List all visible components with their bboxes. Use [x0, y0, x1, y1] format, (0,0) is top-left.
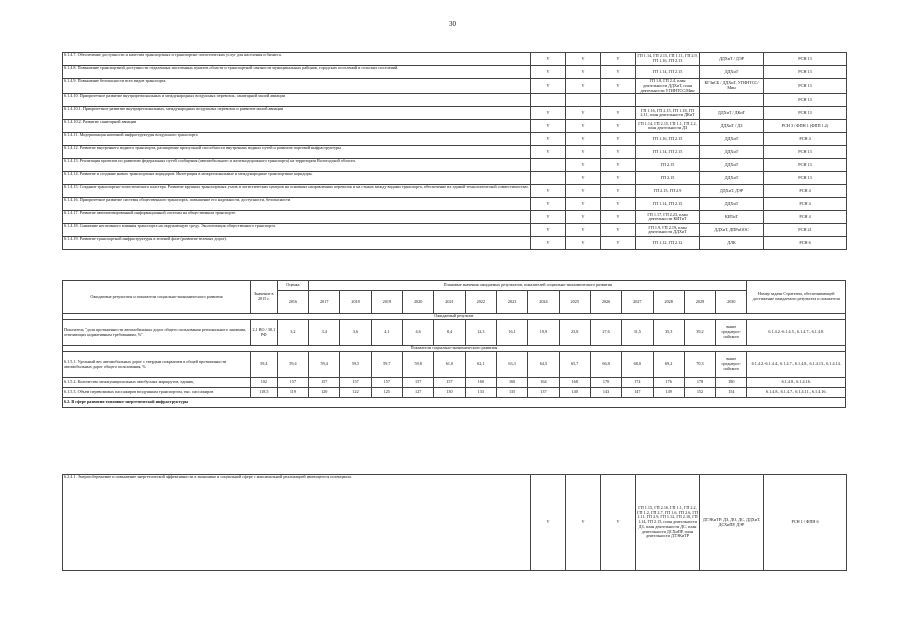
indicator-value: 157 — [340, 378, 371, 388]
measure-row — [63, 185, 847, 198]
measure-text: Обеспечение доступности и качества транспортных и транспортно-логистических услуг для населения и бизнеса. — [77, 52, 282, 57]
indicator-value: 125 — [371, 388, 402, 398]
page-number: 30 — [449, 20, 456, 28]
mark-v1: V — [531, 475, 566, 571]
indicators-heading: Показатели социально-экономического развития — [63, 346, 846, 352]
indicator-task: 6.1.4.2.-6.1.4.4., 6.1.4.7., 6.1.4.8., 6.1.4.13., 6.1.4.14. — [747, 352, 846, 378]
indicator-value: 12,3 — [465, 320, 496, 346]
indicator-value: 66,8 — [590, 352, 621, 378]
indicator-value: 176 — [653, 378, 684, 388]
mark-v2: V — [566, 475, 601, 571]
indicator-base: 2,1 ВО / 38,1 РФ — [250, 320, 277, 346]
indicator-value: 63,3 — [496, 352, 527, 378]
indicator-value: 27,6 — [590, 320, 621, 346]
indicator-row — [63, 388, 846, 398]
measure-description — [63, 172, 531, 185]
year-header: 2026 — [590, 291, 621, 314]
mark-v1: V — [531, 224, 566, 237]
result-cell: РСН 4 — [764, 185, 847, 198]
mark-v3: V — [601, 224, 636, 237]
mark-v1: V — [531, 146, 566, 159]
indicator-value: 137 — [528, 388, 559, 398]
executor-cell: ДДХиТ — [700, 172, 764, 185]
measure-text: Реализация проектов по развитию федеральных путей сообщения (автомобильного и железнодорожного транспорта) на территории Вологодской области. — [79, 158, 356, 164]
mark-v1: V — [531, 133, 566, 146]
measure-description — [63, 237, 531, 250]
measure-text: Приоритетное развитие внутрирегиональных, международных воздушных перевозок и развитие малой авиации — [82, 106, 284, 112]
indicator-value: 120 — [309, 388, 340, 398]
indicator-value: 152 — [684, 388, 715, 398]
mark-v3: V — [601, 172, 636, 185]
year-header: 2017 — [309, 291, 340, 314]
mark-v1 — [531, 159, 566, 172]
indicator-value: 8,4 — [434, 320, 465, 346]
mark-v3: V — [601, 107, 636, 120]
result-cell: РСН 13 — [764, 107, 847, 120]
indicator-base: 102 — [250, 378, 277, 388]
executor-cell: ДДХиТ / ДКиТ — [700, 107, 764, 120]
section-6-2-heading: 6.2. В сфере развития топливно-энергетической инфраструктуры — [63, 398, 846, 408]
measure-description — [63, 120, 531, 133]
year-header: 2020 — [403, 291, 434, 314]
measure-row — [63, 79, 847, 94]
year-header: 2029 — [684, 291, 715, 314]
col-task-header: Номер задачи Стратегии, обеспечивающей достижение ожидаемого результата и показателя — [747, 281, 846, 314]
indicator-value: 39,2 — [684, 320, 715, 346]
expected-result-heading: Ожидаемый результат — [63, 314, 846, 320]
indicator-value: 4,6 — [403, 320, 434, 346]
indicator-value: 62,1 — [465, 352, 496, 378]
measure-text: Создание транспортно-логистического кластера. Развитие крупных транспортных узлов и логистических центров на основных направлениях перевозок и на стыках между видами транспорта, обеспечение их единой технологической совместимостью. — [79, 184, 529, 190]
mark-v2: V — [566, 53, 601, 66]
year-header: 2025 — [559, 291, 590, 314]
indicator-value: 160 — [496, 378, 527, 388]
indicator-value: 130 — [434, 388, 465, 398]
result-cell: РСН 4 — [764, 133, 847, 146]
measure-row — [63, 120, 847, 133]
programs-cell: ГП 1.15, ГП 2.16, ГП 1.1, ГП 2.2, ГП 1.2, ГП 2.7, ГП 1.6, ГП 2.6, ГП 1.11, ГП 2.9, ГП 1.12, ГП 2.10, ГП 1.14, ГП 2.15, план деятельности ДЗ, план деятельности ДС, план деятельности ДСХиПР, план деятельности ДТЭКиТР — [636, 475, 700, 571]
mark-v2: V — [566, 211, 601, 224]
measure-row — [63, 172, 847, 185]
indicator-value: 119 — [277, 388, 308, 398]
mark-v1: V — [531, 185, 566, 198]
indicator-value: 147 — [622, 388, 653, 398]
indicator-value: 65,7 — [559, 352, 590, 378]
indicator-value: 149 — [653, 388, 684, 398]
mark-v2: V — [566, 107, 601, 120]
measure-code: 6.1.4.13. — [64, 158, 79, 164]
indicator-value: 19,9 — [528, 320, 559, 346]
mark-v3: V — [601, 198, 636, 211]
col-base-header: Значение в 2015 г. — [250, 281, 277, 314]
programs-cell: ГП 2.15 — [636, 172, 700, 185]
measure-row — [63, 475, 847, 571]
measure-description — [63, 94, 531, 107]
indicator-value: 4,1 — [371, 320, 402, 346]
measure-description — [63, 198, 531, 211]
programs-cell: ГП 2.15 — [636, 159, 700, 172]
result-cell: РСН 13 — [764, 53, 847, 66]
indicator-value: 143 — [590, 388, 621, 398]
indicator-value: 59,4 — [277, 352, 308, 378]
indicator-value: 3,2 — [277, 320, 308, 346]
executor-cell: ДДХиТ — [700, 133, 764, 146]
result-cell: РСН 13 — [764, 159, 847, 172]
indicator-value: 61,0 — [434, 352, 465, 378]
measure-code: 6.1.4.15. — [64, 184, 79, 190]
indicator-value: 64,5 — [528, 352, 559, 378]
indicator-value: 133 — [465, 388, 496, 398]
indicator-name: Показатель "доля протяженности автомобильных дорог общего пользования регионального значения, отвечающих нормативным требованиям, %" — [63, 320, 251, 346]
measure-code: 6.1.4.18. — [64, 223, 79, 229]
measure-row — [63, 53, 847, 66]
indicators-table — [62, 280, 846, 408]
programs-cell: ГП 1.9, ГП 2.19, план деятельности ДДХиТ — [636, 224, 700, 237]
programs-cell: ГП 1.14, ГП 2.15 — [636, 66, 700, 79]
result-cell: РСН 13 — [764, 172, 847, 185]
measure-text: Снижение негативного влияния транспорта на окружающую среду. Экологизация общественного транспорта. — [79, 223, 276, 229]
indicator-name: 6.1.5.1. Удельный вес автомобильных дорог с твердым покрытием в общей протяженности автомобильных дорог общего пользования, % — [63, 352, 251, 378]
mark-v1: V — [531, 211, 566, 224]
indicator-value: 157 — [309, 378, 340, 388]
measure-code: 6.1.4.8. — [64, 65, 77, 70]
result-cell: РСН 21 — [764, 224, 847, 237]
year-header: 2022 — [465, 291, 496, 314]
mark-v3: V — [601, 185, 636, 198]
measure-row — [63, 211, 847, 224]
measure-description — [63, 79, 531, 94]
mark-v2: V — [566, 172, 601, 185]
indicator-value: 157 — [434, 378, 465, 388]
indicator-value: 3,4 — [309, 320, 340, 346]
measure-row — [63, 159, 847, 172]
measure-text: Повышение транспортной доступности отдаленных населенных пунктов области и транспортной связности муниципальных районов, городских поселений и сельских поселений. — [77, 65, 399, 70]
executor-cell: ДДХиТ, ДЭР — [700, 185, 764, 198]
measure-text: Приоритетное развитие внутрирегиональных и международных воздушных перевозок, санитарной малой авиации — [79, 93, 285, 99]
mark-v2: V — [566, 146, 601, 159]
indicator-value: 31,5 — [622, 320, 653, 346]
mark-v3: V — [601, 475, 636, 571]
measure-text: Повышение безопасности всех видов транспорта. — [77, 78, 167, 83]
mark-v2 — [566, 94, 601, 107]
programs-cell: ГП 2.15, ГП 2.9 — [636, 185, 700, 198]
indicator-value: 122 — [340, 388, 371, 398]
executor-cell: ДЛК — [700, 237, 764, 250]
measure-description — [63, 107, 531, 120]
indicator-value: 168 — [559, 378, 590, 388]
measure-code: 6.1.4.10.2. — [64, 119, 82, 125]
measure-row — [63, 66, 847, 79]
measure-code: 6.1.4.17. — [64, 210, 79, 216]
year-header: 2028 — [653, 291, 684, 314]
indicator-value: 16,1 — [496, 320, 527, 346]
indicator-row — [63, 352, 846, 378]
mark-v2: V — [566, 159, 601, 172]
executor-cell: ДДХиТ — [700, 159, 764, 172]
measure-code: 6.2.4.1. — [64, 474, 77, 479]
indicator-value: 68,0 — [622, 352, 653, 378]
measure-code: 6.1.4.10.1. — [64, 106, 82, 112]
measure-text: Приоритетное развитие системы общественного транспорта, повышение его надежности, доступности, безопасности — [79, 197, 291, 203]
mark-v3: V — [601, 79, 636, 94]
measure-text: Развитие внутреннего водного транспорта, расширение пропускной способности внутренних водных путей и развитие портовой инфраструктуры — [79, 145, 341, 151]
measure-code: 6.1.4.10. — [64, 93, 79, 99]
year-header: 2016 — [277, 291, 308, 314]
year-header: 2019 — [371, 291, 402, 314]
indicator-value: 59,4 — [309, 352, 340, 378]
measure-row — [63, 107, 847, 120]
programs-cell: ГП 1.17, ГП 2.23, план деятельности КИТиТ — [636, 211, 700, 224]
year-header: 2018 — [340, 291, 371, 314]
indicator-value: 59,8 — [403, 352, 434, 378]
indicator-value: 140 — [559, 388, 590, 398]
indicator-value: 59,5 — [340, 352, 371, 378]
programs-cell: ГП 1.14, ГП 2.15 — [636, 146, 700, 159]
col-plan-header: Плановые значения ожидаемых результатов, показателей социально-экономического развития — [309, 281, 747, 291]
indicator-value: 170 — [590, 378, 621, 388]
measure-description — [63, 53, 531, 66]
indicator-value: 178 — [684, 378, 715, 388]
year-header: 2030 — [716, 291, 747, 314]
measure-code: 6.1.4.9. — [64, 78, 77, 83]
programs-cell: ГП 1.14, ГП 2.15, ГП 1.1, ГП 2.2, план деятельности ДЗ — [636, 120, 700, 133]
col-name-header: Ожидаемые результаты и показатели социально-экономического развития — [63, 281, 251, 314]
measure-row — [63, 224, 847, 237]
indicator-value: 70,3 — [684, 352, 715, 378]
measures-table-2 — [62, 474, 847, 571]
mark-v2: V — [566, 185, 601, 198]
mark-v1: V — [531, 79, 566, 94]
mark-v3: V — [601, 53, 636, 66]
mark-v3: V — [601, 133, 636, 146]
measure-code: 6.1.4.14. — [64, 171, 79, 177]
programs-cell: ГП 1.14, ГП 2.15 — [636, 198, 700, 211]
measure-code: 6.1.4.12. — [64, 145, 79, 151]
mark-v1: V — [531, 107, 566, 120]
mark-v2: V — [566, 237, 601, 250]
mark-v3: V — [601, 237, 636, 250]
mark-v3: V — [601, 159, 636, 172]
result-cell: РСН 13 — [764, 146, 847, 159]
indicator-task: 6.1.4.2.-6.1.4.5., 6.1.4.7., 6.1.4.8. — [747, 320, 846, 346]
result-cell: РСН 13 — [764, 79, 847, 94]
executor-cell: КИТиТ — [700, 211, 764, 224]
measure-description — [63, 66, 531, 79]
indicator-base: 118,5 — [250, 388, 277, 398]
measure-code: 6.1.4.11. — [64, 132, 79, 138]
result-cell: РСН 3 / ФПН 1 (ФПП 1.2) — [764, 120, 847, 133]
indicator-value: 23,8 — [559, 320, 590, 346]
mark-v3: V — [601, 66, 636, 79]
indicator-value: 160 — [465, 378, 496, 388]
indicator-value: 154 — [716, 388, 747, 398]
indicator-value: 135 — [496, 388, 527, 398]
indicator-value: 59,7 — [371, 352, 402, 378]
year-header: 2027 — [622, 291, 653, 314]
result-cell: РСН 4 — [764, 211, 847, 224]
indicator-value: 157 — [403, 378, 434, 388]
measure-description — [63, 185, 531, 198]
measures-table — [62, 52, 847, 250]
indicator-name: 6.1.5.2. Количество межмуниципальных автобусных маршрутов, единиц — [63, 378, 251, 388]
indicator-base: 59,4 — [250, 352, 277, 378]
measure-row — [63, 133, 847, 146]
executor-cell: ДДХиТ / ДЗ — [700, 120, 764, 133]
measure-code: 6.1.4.7. — [64, 52, 77, 57]
result-cell: РСН 13 — [764, 66, 847, 79]
year-header: 2024 — [528, 291, 559, 314]
indicator-value: 3,6 — [340, 320, 371, 346]
executor-cell: ДТЭКиТР/ ДЗ, ДО, ДС, ДДХиТ, ДСХиПР, ДЭР — [700, 475, 764, 571]
result-cell: РСН 1 / ФПН 6 — [764, 475, 847, 571]
indicator-row — [63, 320, 846, 346]
measure-row — [63, 198, 847, 211]
mark-v1 — [531, 94, 566, 107]
indicator-task: 6.1.4.8., 6.1.4.16. — [747, 378, 846, 388]
programs-cell: ГП 1.8, ГП 2.4, план деятельности ДДХиТ, план деятельности УГИНТСС/Мин — [636, 79, 700, 94]
mark-v3 — [601, 94, 636, 107]
indicator-value: выше среднероссийского — [716, 352, 747, 378]
mark-v1: V — [531, 53, 566, 66]
indicator-row — [63, 378, 846, 388]
indicator-value: 157 — [371, 378, 402, 388]
indicator-value: выше среднероссийского — [716, 320, 747, 346]
indicator-value: 69,2 — [653, 352, 684, 378]
year-header: 2021 — [434, 291, 465, 314]
executor-cell: ДДХиТ — [700, 146, 764, 159]
measure-description — [63, 133, 531, 146]
mark-v1: V — [531, 66, 566, 79]
indicator-task: 6.1.4.8., 6.1.4.7., 6.1.4.11., 6.1.4.16. — [747, 388, 846, 398]
measure-code: 6.1.4.16. — [64, 197, 79, 203]
executor-cell: КГЗиСБ / ДДХиТ, УГИНТСС/Мин — [700, 79, 764, 94]
indicator-name: 6.1.5.3. Объем перевозимых пассажиров воздушным транспортом, тыс. пассажиров — [63, 388, 251, 398]
year-header: 2023 — [496, 291, 527, 314]
mark-v2: V — [566, 66, 601, 79]
mark-v3: V — [601, 211, 636, 224]
measure-code: 6.1.4.19. — [64, 236, 79, 242]
mark-v2: V — [566, 79, 601, 94]
mark-v3: V — [601, 146, 636, 159]
measure-description — [63, 224, 531, 237]
measure-text: Развитие и создание новых транспортных коридоров. Интеграция в межрегиональные и международные транспортные коридоры. — [79, 171, 313, 177]
programs-cell: ГП 1.14, ГП 2.15, ГП 1.11, ГП 2.9, ГП 1.16, ГП 2.13 — [636, 53, 700, 66]
executor-cell: ДДХиТ, ДПРиООС — [700, 224, 764, 237]
measure-description — [63, 146, 531, 159]
executor-cell — [700, 94, 764, 107]
mark-v1: V — [531, 120, 566, 133]
measure-row — [63, 237, 847, 250]
measure-text: Развитие транспортной инфраструктуры в зеленой фазе (развитие зеленых дорог). — [79, 236, 227, 242]
mark-v2: V — [566, 133, 601, 146]
mark-v1 — [531, 172, 566, 185]
measure-text: Энергосбережение и повышение энергетической эффективности в экономике и социальной сфере с максимальной реализацией имеющегося потенциала. — [77, 474, 352, 479]
result-cell: РСН 13 — [764, 94, 847, 107]
indicator-value: 164 — [528, 378, 559, 388]
measure-text: Развитие автоматизированной информационной системы на общественном транспорте. — [79, 210, 237, 216]
mark-v2: V — [566, 224, 601, 237]
indicator-value: 174 — [622, 378, 653, 388]
programs-cell: ГП 1.12, ГП 2.12 — [636, 237, 700, 250]
measure-row — [63, 146, 847, 159]
executor-cell: ДДХиТ — [700, 198, 764, 211]
measure-row — [63, 94, 847, 107]
indicator-value: 35,3 — [653, 320, 684, 346]
mark-v3: V — [601, 120, 636, 133]
measure-description — [63, 159, 531, 172]
mark-v1: V — [531, 237, 566, 250]
mark-v1: V — [531, 198, 566, 211]
measure-text: Модернизация наземной инфраструктуры воздушного транспорта — [79, 132, 198, 138]
indicator-value: 127 — [403, 388, 434, 398]
indicator-value: 157 — [277, 378, 308, 388]
indicator-value: 180 — [716, 378, 747, 388]
programs-cell: ГП 1.16, ГП 2.15, ГП 1.18, ГП 2.11, план деятельности ДКиТ — [636, 107, 700, 120]
mark-v2: V — [566, 120, 601, 133]
mark-v2: V — [566, 198, 601, 211]
executor-cell: ДДХиТ — [700, 66, 764, 79]
result-cell: РСН 6 — [764, 237, 847, 250]
measure-description — [63, 211, 531, 224]
executor-cell: ДДХиТ / ДЭР — [700, 53, 764, 66]
result-cell: РСН 4 — [764, 198, 847, 211]
col-estimate-header: Оценка — [277, 281, 308, 291]
programs-cell: ГП 1.16, ГП 2.15 — [636, 133, 700, 146]
programs-cell — [636, 94, 700, 107]
measure-text: Развитие санитарной авиации — [82, 119, 137, 125]
